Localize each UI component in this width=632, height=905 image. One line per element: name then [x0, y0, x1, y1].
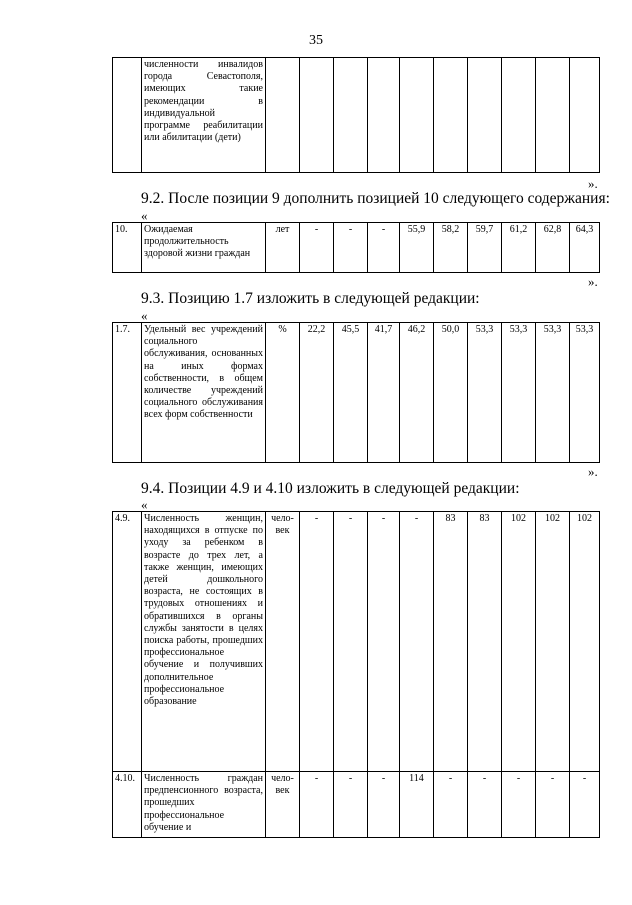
value-cell: -: [400, 512, 434, 772]
value-cell: 45,5: [334, 323, 368, 463]
value-cell: 102: [536, 512, 570, 772]
value-cell: 102: [570, 512, 600, 772]
value-cell: 83: [434, 512, 468, 772]
row-description: Численность женщин, находящихся в отпуске по уходу за ребенком в возрасте до трех лет, а также женщин, имеющих детей дошкольного возраста, не состоящих в трудовых отношениях и обратившихся в органы службы занятости в целях поиска работы, прошедших профессиональное обучение и получивших дополнительное профессиональное образование: [142, 512, 266, 772]
value-cell: 50,0: [434, 323, 468, 463]
value-cell: [334, 58, 368, 173]
row-number: 4.10.: [113, 772, 142, 838]
value-cell: 62,8: [536, 223, 570, 273]
value-cell: [468, 58, 502, 173]
value-cell: 61,2: [502, 223, 536, 273]
table-9-3: [112, 322, 600, 463]
row-description: Ожидаемая продолжительность здоровой жизни граждан: [142, 223, 266, 273]
value-cell: -: [570, 772, 600, 838]
row-unit: [266, 58, 300, 173]
value-cell: -: [468, 772, 502, 838]
table-continuation: [112, 57, 600, 173]
value-cell: -: [300, 512, 334, 772]
value-cell: -: [536, 772, 570, 838]
value-cell: [400, 58, 434, 173]
table-row: [113, 772, 600, 838]
value-cell: -: [368, 223, 400, 273]
open-quote: «: [141, 497, 148, 512]
value-cell: 59,7: [468, 223, 502, 273]
heading-9-3: 9.3. Позицию 1.7 изложить в следующей редакции:: [141, 290, 480, 307]
value-cell: 102: [502, 512, 536, 772]
close-quote: ».: [588, 464, 598, 479]
value-cell: 46,2: [400, 323, 434, 463]
value-cell: 64,3: [570, 223, 600, 273]
page-number: 35: [309, 33, 323, 48]
open-quote: «: [141, 208, 148, 223]
row-unit: лет: [266, 223, 300, 273]
table-row: [113, 58, 600, 173]
value-cell: [570, 58, 600, 173]
close-quote: ».: [588, 176, 598, 191]
value-cell: -: [300, 223, 334, 273]
table-9-2: [112, 222, 600, 273]
value-cell: 41,7: [368, 323, 400, 463]
table-row: [113, 323, 600, 463]
value-cell: 55,9: [400, 223, 434, 273]
value-cell: -: [434, 772, 468, 838]
value-cell: -: [334, 223, 368, 273]
open-quote: «: [141, 308, 148, 323]
value-cell: 114: [400, 772, 434, 838]
value-cell: -: [368, 512, 400, 772]
row-unit: %: [266, 323, 300, 463]
value-cell: 53,3: [502, 323, 536, 463]
value-cell: 53,3: [468, 323, 502, 463]
value-cell: 53,3: [536, 323, 570, 463]
value-cell: -: [334, 512, 368, 772]
table-9-4: [112, 511, 600, 838]
close-quote: ».: [588, 274, 598, 289]
value-cell: [434, 58, 468, 173]
value-cell: [300, 58, 334, 173]
value-cell: -: [334, 772, 368, 838]
row-description: численности инвалидов города Севастополя, имеющих такие рекомендации в индивидуальной программе реабилитации или абилитации (дети): [142, 58, 266, 173]
row-unit: чело- век: [266, 772, 300, 838]
value-cell: 83: [468, 512, 502, 772]
value-cell: -: [300, 772, 334, 838]
value-cell: [536, 58, 570, 173]
row-description: Удельный вес учреждений социального обслуживания, основанных на иных формах собственности, в общем количестве учреждений социального обслуживания всех форм собственности: [142, 323, 266, 463]
value-cell: 53,3: [570, 323, 600, 463]
row-unit: чело- век: [266, 512, 300, 772]
row-number: 10.: [113, 223, 142, 273]
value-cell: [502, 58, 536, 173]
heading-9-2: 9.2. После позиции 9 дополнить позицией 10 следующего содержания:: [141, 190, 610, 207]
row-number: 4.9.: [113, 512, 142, 772]
value-cell: 58,2: [434, 223, 468, 273]
value-cell: [368, 58, 400, 173]
table-row: [113, 512, 600, 772]
heading-9-4: 9.4. Позиции 4.9 и 4.10 изложить в следующей редакции:: [141, 480, 520, 497]
value-cell: 22,2: [300, 323, 334, 463]
table-row: [113, 223, 600, 273]
value-cell: -: [502, 772, 536, 838]
row-description: Численность граждан предпенсионного возраста, прошедших профессиональное обучение и: [142, 772, 266, 838]
value-cell: -: [368, 772, 400, 838]
row-number: [113, 58, 142, 173]
row-number: 1.7.: [113, 323, 142, 463]
